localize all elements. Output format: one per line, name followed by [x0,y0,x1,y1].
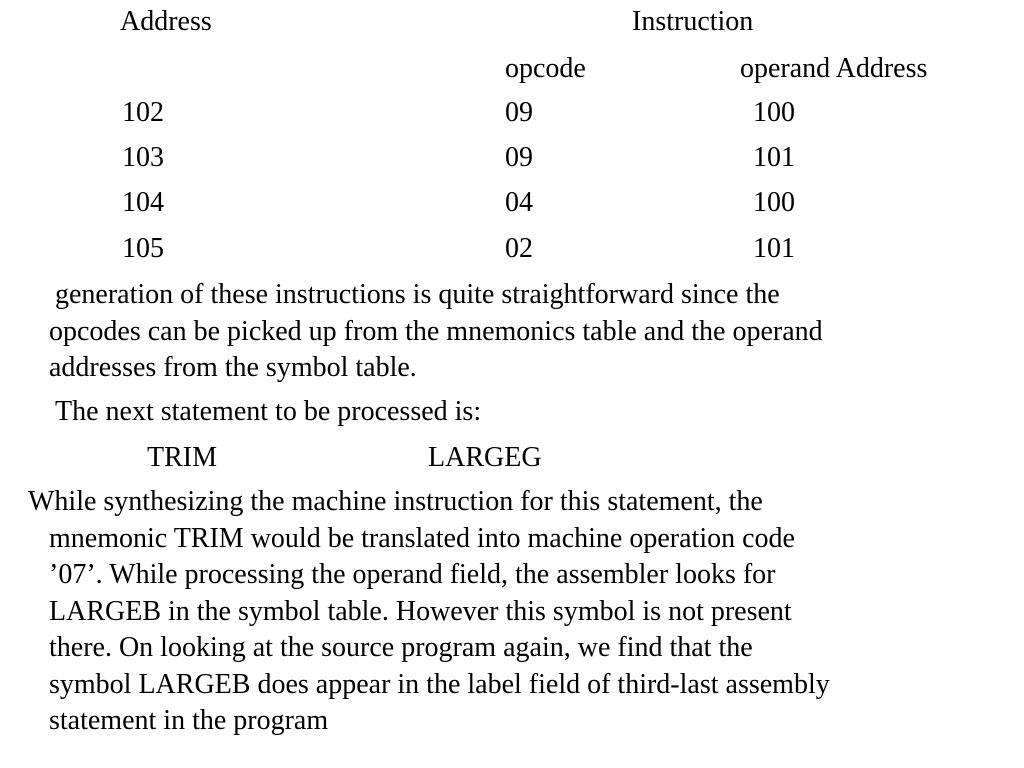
paragraph-line: statement in the program [49,705,329,736]
row-opcode: 04 [505,187,533,218]
row-opcode: 02 [505,233,533,264]
address-header: Address [120,6,212,37]
row-operand: 100 [753,97,795,128]
paragraph-line: addresses from the symbol table. [49,352,417,383]
paragraph-line: opcodes can be picked up from the mnemonics table and the operand [49,315,823,347]
row-address: 102 [122,97,164,128]
paragraph-line: symbol LARGEB does appear in the label field of third-last assembly [49,668,830,700]
paragraph-line: While synthesizing the machine instruction for this statement, the [28,486,763,517]
paragraph-line: LARGEB in the symbol table. However this symbol is not present [49,595,792,627]
paragraph-generation [49,277,823,387]
paragraph-line: ’07’. While processing the operand field, the assembler looks for [49,559,776,590]
row-address: 104 [122,187,164,218]
opcode-header: opcode [505,53,586,84]
row-address: 103 [122,142,164,173]
paragraph-line: there. On looking at the source program again, we find that the [49,632,753,663]
row-operand: 100 [753,187,795,218]
paragraph-line: generation of these instructions is quite straightforward since the [55,279,780,310]
statement-operand: LARGEG [428,442,542,473]
instruction-header: Instruction [632,6,754,37]
row-address: 105 [122,233,164,264]
paragraph-next-statement: The next statement to be processed is: [55,396,482,427]
row-opcode: 09 [505,97,533,128]
operand-address-header: operand Address [740,53,928,84]
paragraph-line: mnemonic TRIM would be translated into machine operation code [49,522,795,554]
statement-mnemonic: TRIM [147,442,217,473]
paragraph-synthesizing [28,484,830,740]
row-opcode: 09 [505,142,533,173]
row-operand: 101 [753,233,795,264]
row-operand: 101 [753,142,795,173]
